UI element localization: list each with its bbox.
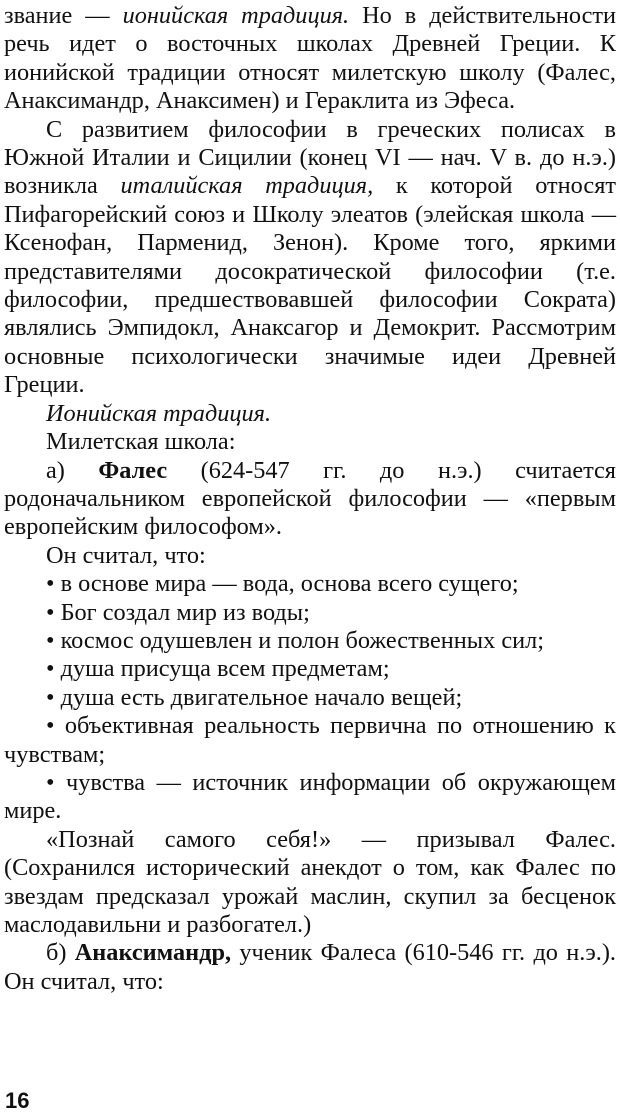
paragraph-italian-tradition bbox=[4, 116, 616, 400]
page-number: 16 bbox=[5, 1088, 30, 1113]
term-italian-tradition: италийская традиция, bbox=[120, 172, 374, 200]
heading-ionian-tradition: Ионийская традиция. bbox=[46, 399, 272, 427]
text-span: Но в действительности речь идет о восточных школах Древней Греции. К ионийской традиции относят милетскую школу (Фалес, Анаксимандр, Анаксимен) и Гераклита из Эфеса. bbox=[4, 2, 616, 115]
text-span: (624-547 гг. до н.э.) считается родоначальником европейской философии — «первым европейским философом». bbox=[4, 456, 616, 541]
text-span: С развитием философии в греческих полисах в Южной Италии и Сицилии (конец VI — нач. V в. до н.э.) возникла bbox=[4, 115, 616, 200]
bullet-item: • душа есть двигательное начало вещей; bbox=[46, 683, 463, 711]
subheading-miletus-school: Милетская школа: bbox=[46, 428, 236, 456]
text-span: б) bbox=[46, 939, 75, 967]
text-span: ученик Фалеса (610-546 гг. до н.э.). Он считал, что: bbox=[4, 939, 616, 995]
name-thales: Фалес bbox=[98, 456, 168, 484]
bullet-item: • чувства — источник информации об окружающем мире. bbox=[4, 768, 616, 825]
text-span: к которой относят Пифагорейский союз и Школу элеатов (элейская школа — Ксенофан, Парменид, Зенон). Кроме того, яркими представителями досократической философии (т.е. философии, предшествовавшей философии Сократа) являлись Эмпидокл, Анаксагор и Демокрит. Рассмотрим основные психологически значимые идеи Древней Греции. bbox=[4, 172, 616, 399]
text-span: а) bbox=[46, 456, 99, 484]
section-heading bbox=[4, 400, 616, 428]
paragraph-anaximander bbox=[4, 939, 616, 996]
term-ionian-tradition: ионийская традиция. bbox=[122, 2, 350, 29]
book-page bbox=[4, 2, 616, 996]
bullet-item: • Бог создал мир из воды; bbox=[46, 598, 310, 626]
bullet-item: • душа присуща всем предметам; bbox=[46, 655, 390, 683]
bullet-item: • космос одушевлен и полон божественных сил; bbox=[46, 626, 545, 654]
bullet-item: • в основе мира — вода, основа всего сущего; bbox=[46, 570, 519, 598]
paragraph-ionian-intro bbox=[4, 2, 616, 116]
bullet-item: • объективная реальность первична по отношению к чувствам; bbox=[4, 712, 616, 768]
name-anaximander: Анаксимандр, bbox=[74, 939, 232, 967]
paragraph-know-thyself: «Познай самого себя!» — призывал Фалес. (Сохранился исторический анекдот о том, как Фалес по звездам предсказал урожай маслин, скупил за бесценок маслодавильни и разбогател.) bbox=[4, 825, 616, 938]
paragraph-thales bbox=[4, 457, 616, 542]
text-span: звание — bbox=[4, 2, 123, 29]
paragraph-he-believed: Он считал, что: bbox=[46, 541, 206, 569]
